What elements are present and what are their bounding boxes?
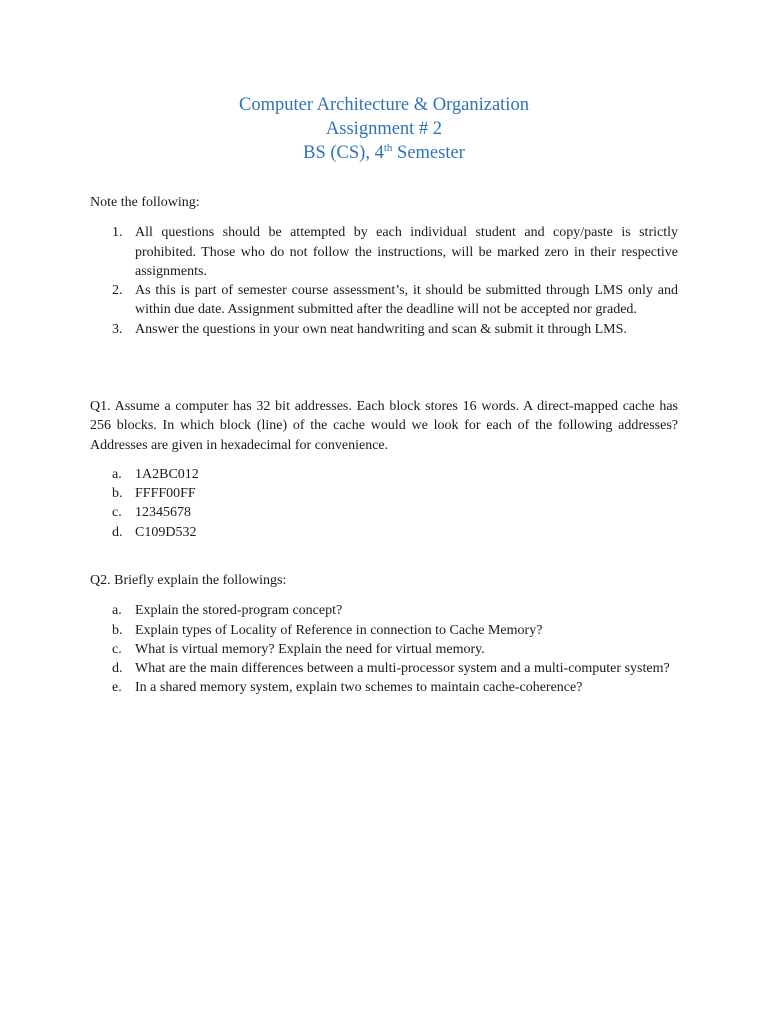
document-header — [0, 93, 768, 165]
note-heading: Note the following: — [90, 195, 200, 210]
question-2 — [90, 571, 678, 698]
note-section — [90, 193, 678, 339]
question-1 — [90, 397, 678, 542]
course-title: Computer Architecture & Organization — [239, 95, 529, 115]
list-item: a. 1A2BC012 — [112, 466, 199, 482]
list-item: d. C109D532 — [112, 524, 197, 540]
question-2-list — [90, 601, 678, 697]
list-item: b. Explain types of Locality of Reference in connection to Cache Memory? — [112, 622, 543, 638]
list-item: 3. Answer the questions in your own neat handwriting and scan & submit it through LMS. — [112, 321, 627, 337]
question-2-text: Q2. Briefly explain the followings: — [90, 573, 287, 588]
list-item: 1. All questions should be attempted by each individual student and copy/paste is strictly prohibited. Those who do not follow the instructions, will be marked zero in their respective assignments. — [112, 225, 678, 279]
list-item: c. 12345678 — [112, 505, 191, 521]
list-item: e. In a shared memory system, explain two schemes to maintain cache-coherence? — [112, 680, 583, 696]
question-1-text: Q1. Assume a computer has 32 bit addresses. Each block stores 16 words. A direct-mapped cache has 256 blocks. In which block (line) of the cache would we look for each of the following addresses? Addresses are given in hexadecimal for convenience. — [90, 399, 678, 453]
note-list — [90, 223, 678, 339]
list-item: d. What are the main differences between a multi-processor system and a multi-computer system? — [112, 661, 670, 677]
list-item: c. What is virtual memory? Explain the need for virtual memory. — [112, 641, 485, 657]
assignment-title: Assignment # 2 — [325, 119, 443, 139]
list-item: b. FFFF00FF — [112, 486, 196, 502]
program-semester: BS (CS), 4th Semester — [303, 142, 465, 163]
question-1-list — [90, 465, 678, 542]
list-item: 2. As this is part of semester course assessment’s, it should be submitted through LMS only and within due date. Assignment submitted after the deadline will not be accepted nor graded. — [112, 283, 678, 318]
list-item: a. Explain the stored-program concept? — [112, 603, 343, 619]
